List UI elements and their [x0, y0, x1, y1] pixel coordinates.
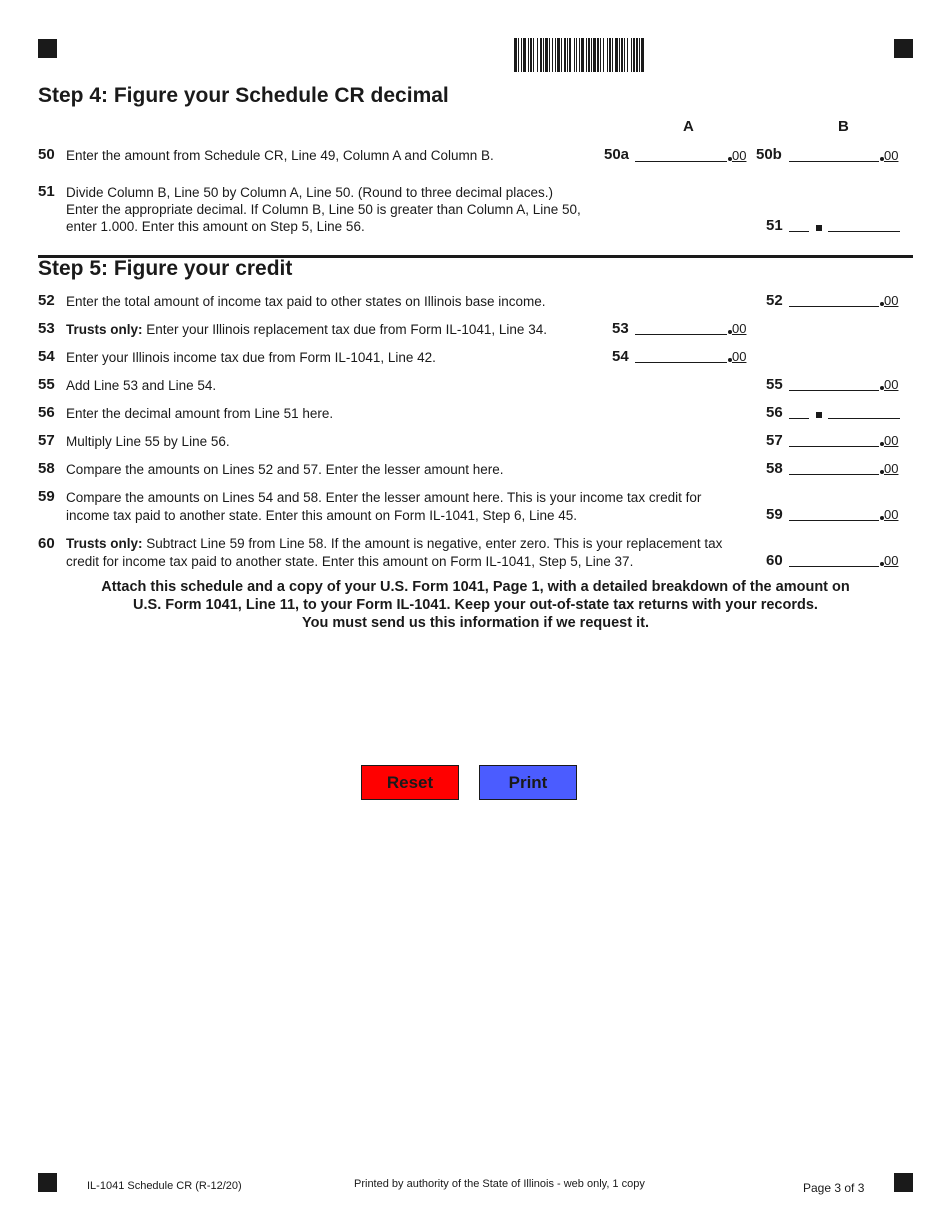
line50a-label: 50a [604, 146, 630, 163]
step4-heading: Step 4: Figure your Schedule CR decimal [38, 84, 449, 107]
line51-description-1: Divide Column B, Line 50 by Column A, Line 50. (Round to three decimal places.) [66, 185, 554, 200]
line60-input[interactable] [789, 552, 879, 567]
line52-input[interactable] [789, 292, 879, 307]
line58-description: Compare the amounts on Lines 52 and 57. Enter the lesser amount here. [66, 462, 504, 477]
line51-description-2: Enter the appropriate decimal. If Column B, Line 50 is greater than Column A, Line 50, [66, 202, 581, 217]
column-a-header: A [683, 118, 694, 135]
line50a-input[interactable] [635, 147, 727, 162]
attach-instructions [38, 578, 913, 632]
attach-line-2: U.S. Form 1041, Line 11, to your Form IL-1041. Keep your out-of-state tax returns with your records. [133, 597, 818, 613]
registration-mark-top-left [38, 39, 57, 58]
line56-description: Enter the decimal amount from Line 51 here. [66, 406, 334, 421]
line55-input[interactable] [789, 376, 879, 391]
line57-input[interactable] [789, 432, 879, 447]
barcode [514, 38, 710, 72]
line57-description: Multiply Line 55 by Line 56. [66, 434, 230, 449]
line50b-input[interactable] [789, 147, 879, 162]
line59-label: 59 [766, 506, 783, 523]
line56-label: 56 [766, 404, 783, 421]
line60-description-2: credit for income tax paid to another state. Enter this amount on Form IL-1041, Step 5, Line 37. [66, 554, 634, 569]
line51-whole-input[interactable] [789, 217, 809, 232]
line51-label: 51 [766, 217, 783, 234]
line56-decimal-input[interactable] [828, 404, 900, 419]
line53-description [66, 321, 547, 338]
trusts-only-label: Trusts only: [66, 322, 143, 337]
line60-description-1 [66, 535, 722, 552]
line-number: 57 [38, 432, 55, 449]
line54-input[interactable] [635, 348, 727, 363]
line-number: 56 [38, 404, 55, 421]
line60-label: 60 [766, 552, 783, 569]
line56-whole-input[interactable] [789, 404, 809, 419]
line50b-cents: 00 [884, 148, 899, 163]
line-number: 58 [38, 460, 55, 477]
line52-description: Enter the total amount of income tax paid to other states on Illinois base income. [66, 294, 546, 309]
line58-label: 58 [766, 460, 783, 477]
line-number: 53 [38, 320, 55, 337]
line51-description-3: enter 1.000. Enter this amount on Step 5, Line 56. [66, 219, 365, 234]
printing-authority: Printed by authority of the State of Illinois - web only, 1 copy [354, 1178, 645, 1190]
line57-label: 57 [766, 432, 783, 449]
registration-mark-top-right [894, 39, 913, 58]
line57-cents: 00 [884, 433, 899, 448]
line55-description: Add Line 53 and Line 54. [66, 378, 217, 393]
attach-line-3: You must send us this information if we request it. [302, 615, 649, 631]
line59-description-2: income tax paid to another state. Enter this amount on Form IL-1041, Step 6, Line 45. [66, 508, 578, 523]
line50b-label: 50b [756, 146, 782, 163]
line52-cents: 00 [884, 293, 899, 308]
line54-description: Enter your Illinois income tax due from Form IL-1041, Line 42. [66, 350, 436, 365]
line-number: 52 [38, 292, 55, 309]
line58-input[interactable] [789, 460, 879, 475]
line53-label: 53 [612, 320, 629, 337]
line59-cents: 00 [884, 507, 899, 522]
line59-input[interactable] [789, 506, 879, 521]
line-number: 54 [38, 348, 55, 365]
page-number: Page 3 of 3 [803, 1181, 865, 1195]
line50a-cents: 00 [732, 148, 747, 163]
line-number: 50 [38, 146, 55, 163]
line52-label: 52 [766, 292, 783, 309]
form-id: IL-1041 Schedule CR (R-12/20) [87, 1180, 242, 1192]
line54-label: 54 [612, 348, 629, 365]
line-number: 51 [38, 183, 55, 200]
step5-heading: Step 5: Figure your credit [38, 257, 293, 280]
line-number: 55 [38, 376, 55, 393]
line54-cents: 00 [732, 349, 747, 364]
line50-description: Enter the amount from Schedule CR, Line 49, Column A and Column B. [66, 148, 494, 163]
decimal-marker [816, 225, 822, 231]
line53-cents: 00 [732, 321, 747, 336]
decimal-marker [816, 412, 822, 418]
line53-input[interactable] [635, 320, 727, 335]
column-b-header: B [838, 118, 849, 135]
trusts-only-label: Trusts only: [66, 536, 143, 551]
line55-label: 55 [766, 376, 783, 393]
line-number: 60 [38, 535, 55, 552]
registration-mark-bottom-right [894, 1173, 913, 1192]
print-button[interactable]: Print [479, 765, 577, 800]
line60-cents: 00 [884, 553, 899, 568]
line53-text: Enter your Illinois replacement tax due from Form IL-1041, Line 34. [142, 322, 547, 337]
line51-decimal-input[interactable] [828, 217, 900, 232]
registration-mark-bottom-left [38, 1173, 57, 1192]
attach-line-1: Attach this schedule and a copy of your U.S. Form 1041, Page 1, with a detailed breakdown of the amount on [101, 579, 850, 595]
line-number: 59 [38, 488, 55, 505]
reset-button[interactable]: Reset [361, 765, 459, 800]
line59-description-1: Compare the amounts on Lines 54 and 58. Enter the lesser amount here. This is your income tax credit for [66, 490, 702, 505]
line58-cents: 00 [884, 461, 899, 476]
line60-text: Subtract Line 59 from Line 58. If the amount is negative, enter zero. This is your replacement tax [142, 536, 723, 551]
line55-cents: 00 [884, 377, 899, 392]
